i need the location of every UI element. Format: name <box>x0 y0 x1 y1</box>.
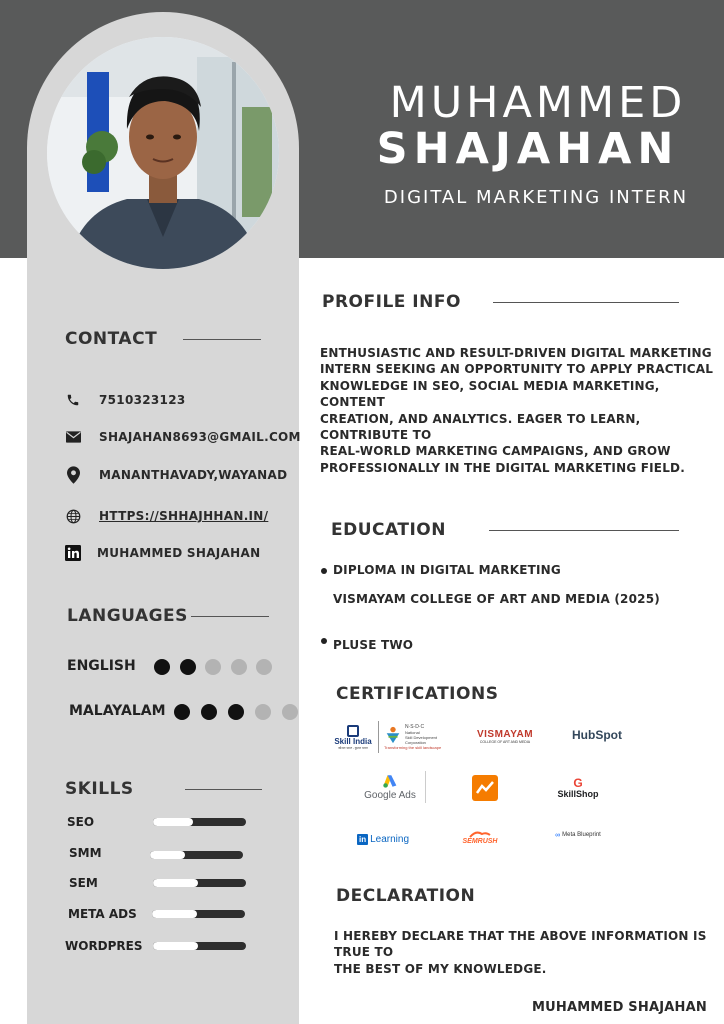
skill-meta-ads-fill <box>152 910 197 918</box>
contact-website <box>63 505 268 527</box>
contact-heading-rule <box>183 339 261 340</box>
linkedin-icon <box>63 543 83 563</box>
cert-meta-blueprint-logo <box>548 828 608 842</box>
skill-seo: SEO <box>67 815 95 829</box>
meta-blueprint-text: Meta Blueprint <box>562 832 601 838</box>
language-level-dot <box>205 659 221 675</box>
vismayam-subtext: COLLEGE OF ART AND MEDIA <box>479 739 531 744</box>
language-level-dot <box>256 659 272 675</box>
skill-india-subtext: कौशल भारत - कुशल भारत <box>338 745 368 750</box>
cert-skillshop-logo <box>553 774 603 802</box>
vismayam-text: VISMAYAM <box>476 728 534 740</box>
linkedin-learning-text: Learning <box>370 833 410 845</box>
education-heading-rule <box>489 530 679 531</box>
linkedin-learning-icon: in <box>358 834 367 844</box>
signature-name: MUHAMMED SHAJAHAN <box>532 1000 707 1015</box>
profile-heading: PROFILE INFO <box>322 292 461 312</box>
analytics-icon <box>472 775 498 801</box>
contact-linkedin <box>63 542 260 564</box>
education-bullet <box>321 638 327 644</box>
location-pin-icon <box>63 465 83 485</box>
language-level-dot <box>228 704 244 720</box>
skill-smm: SMM <box>69 846 102 860</box>
semrush-text: SEMRUSH <box>462 838 498 845</box>
nsdc-subtext: Skill Development <box>405 734 438 740</box>
skill-sem-fill <box>153 879 198 887</box>
languages-heading: LANGUAGES <box>67 606 188 626</box>
cert-nsdc-logo <box>384 720 452 754</box>
profile-line: CREATION, AND ANALYTICS. EAGER TO LEARN, CONTRIBUTE TO <box>320 411 641 443</box>
mail-icon <box>63 427 83 447</box>
certifications-heading: CERTIFICATIONS <box>336 684 499 704</box>
language-level-dot <box>180 659 196 675</box>
google-ads-text: Google Ads <box>364 789 416 801</box>
location-text: MANANTHAVADY,WAYANAD <box>99 468 288 482</box>
contact-email <box>63 426 301 448</box>
education-heading: EDUCATION <box>331 520 446 540</box>
declaration-text <box>334 928 724 977</box>
nsdc-tagline: Transforming the skill landscape <box>384 744 442 750</box>
cert-linkedin-learning-logo <box>352 830 414 848</box>
skill-sem: SEM <box>69 876 98 890</box>
skill-wordpress: WORDPRES <box>65 939 143 953</box>
language-malayalam: MALAYALAM <box>69 703 166 719</box>
cert-skill-india-logo <box>330 720 376 754</box>
cert-google-analytics-logo <box>472 774 498 802</box>
declaration-line: I HEREBY DECLARE THAT THE ABOVE INFORMATION IS TRUE TO <box>334 929 707 960</box>
cert-hubspot-logo: HubSpot <box>572 728 622 742</box>
skill-wordpress-fill <box>153 942 198 950</box>
cert-vismayam-logo <box>472 724 538 748</box>
nsdc-subtext: National <box>405 729 420 735</box>
skill-smm-fill <box>150 851 185 859</box>
linkedin-name[interactable]: MUHAMMED SHAJAHAN <box>97 546 261 560</box>
skill-seo-bar <box>153 818 246 826</box>
contact-phone <box>63 389 186 411</box>
last-name: SHAJAHAN <box>376 124 680 174</box>
profile-heading-rule <box>493 302 679 303</box>
language-level-dot <box>174 704 190 720</box>
cert-logo-divider <box>378 721 379 753</box>
education-item-1-school: VISMAYAM COLLEGE OF ART AND MEDIA (2025) <box>333 592 660 606</box>
nsdc-figure-icon <box>384 726 402 744</box>
skill-india-emblem-icon <box>347 725 359 737</box>
phone-icon <box>63 390 83 410</box>
contact-location <box>63 464 287 486</box>
job-title: DIGITAL MARKETING INTERN <box>383 187 689 208</box>
language-level-dot <box>154 659 170 675</box>
language-level-dot <box>282 704 298 720</box>
education-item-1-title: DIPLOMA IN DIGITAL MARKETING <box>333 563 561 577</box>
profile-summary <box>320 345 720 476</box>
education-item-2-title: PLUSE TWO <box>333 638 414 652</box>
skill-smm-bar <box>150 851 243 859</box>
languages-heading-rule <box>191 616 269 617</box>
cert-google-ads-logo <box>362 770 418 804</box>
nsdc-text: N·S·D·C <box>405 723 425 730</box>
language-level-dot <box>201 704 217 720</box>
skill-meta-ads-bar <box>152 910 245 918</box>
skill-meta-ads: META ADS <box>68 907 137 921</box>
profile-line: ENTHUSIASTIC AND RESULT-DRIVEN DIGITAL MARKETING <box>320 346 712 360</box>
google-ads-icon <box>382 774 398 788</box>
cert-logo-divider <box>425 771 426 803</box>
declaration-line: THE BEST OF MY KNOWLEDGE. <box>334 961 547 976</box>
profile-line: REAL-WORLD MARKETING CAMPAIGNS, AND GROW <box>320 444 671 459</box>
skillshop-text: SkillShop <box>557 789 599 799</box>
website-link[interactable]: HTTPS://SHHAJHHAN.IN/ <box>99 509 269 523</box>
skill-seo-fill <box>153 818 193 826</box>
first-name: MUHAMMED <box>389 78 687 128</box>
skill-sem-bar <box>153 879 246 887</box>
declaration-heading: DECLARATION <box>336 886 476 906</box>
email-address[interactable]: SHAJAHAN8693@GMAIL.COM <box>99 430 301 444</box>
semrush-flame-icon <box>468 831 492 838</box>
language-level-dot <box>255 704 271 720</box>
skill-wordpress-bar <box>153 942 246 950</box>
meta-icon: ∞ <box>555 831 561 839</box>
profile-line: KNOWLEDGE IN SEO, SOCIAL MEDIA MARKETING, CONTENT <box>320 378 660 410</box>
skills-heading-rule <box>185 789 262 790</box>
language-level-dot <box>231 659 247 675</box>
nsdc-subtext: Corporation <box>405 739 426 745</box>
phone-number: 7510323123 <box>99 393 186 407</box>
google-g-icon: G <box>573 776 583 790</box>
contact-heading: CONTACT <box>65 329 158 349</box>
profile-photo-illustration <box>47 37 279 269</box>
skills-heading: SKILLS <box>65 779 134 799</box>
globe-icon <box>63 506 83 526</box>
profile-line: INTERN SEEKING AN OPPORTUNITY TO APPLY PRACTICAL <box>320 362 714 377</box>
skill-india-text: Skill India <box>334 736 372 746</box>
education-bullet <box>321 568 327 574</box>
profile-line: PROFESSIONALLY IN THE DIGITAL MARKETING FIELD. <box>320 460 685 475</box>
profile-photo <box>47 37 279 269</box>
cert-semrush-logo <box>458 828 502 848</box>
language-english: ENGLISH <box>67 658 136 674</box>
